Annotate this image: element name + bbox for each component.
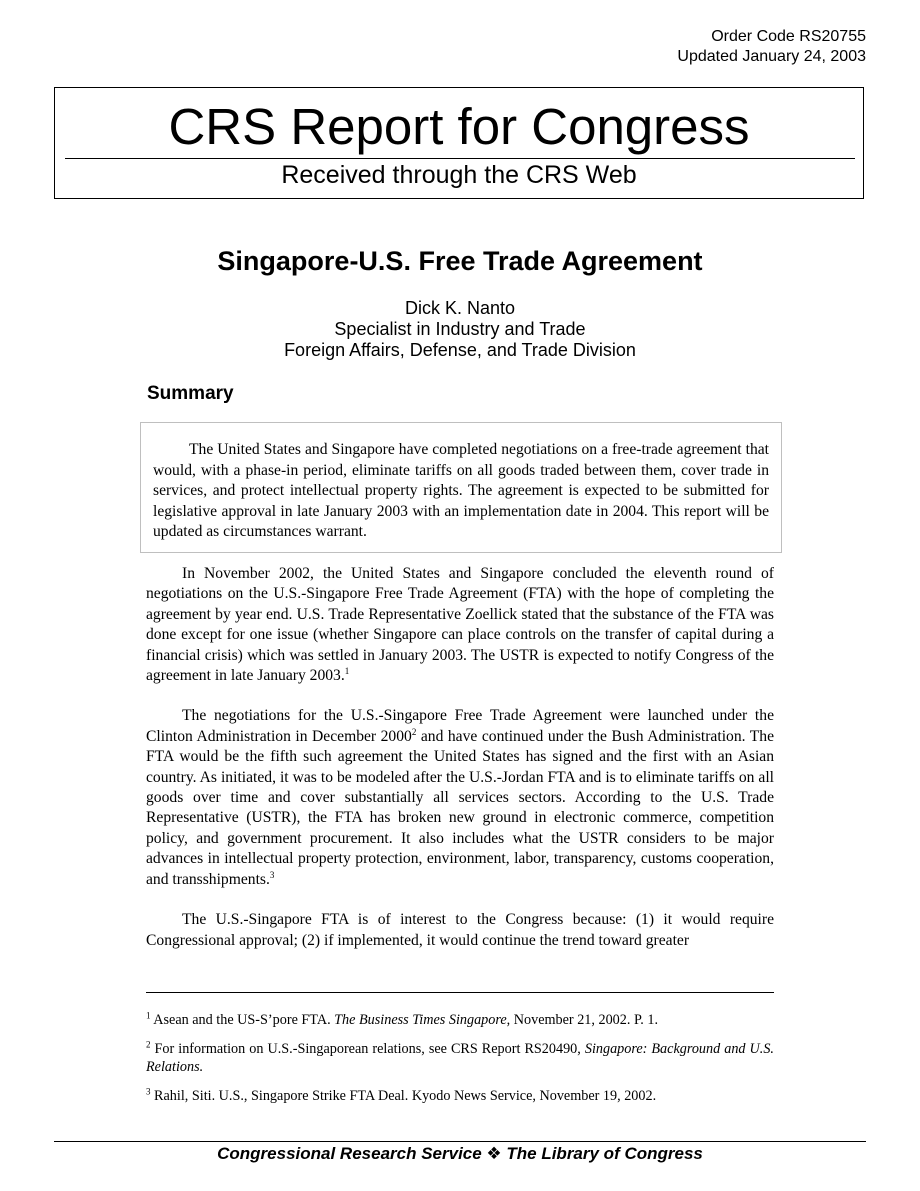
footnote-ref-2: 2 (411, 726, 417, 737)
footnote-source-title: The Business Times Singapore (334, 1012, 507, 1028)
summary-heading: Summary (147, 383, 234, 404)
summary-text: The United States and Singapore have completed negotiations on a free-trade agreement that would, with a phase-in period, eliminate tariffs on all goods traded between them, cover trade in services, and protect intellectual property rights. The agreement is expected to be submitted for legislative approval in late January 2003 with an implementation date in 2004. This report will be updated as circumstances warrant. (153, 441, 769, 541)
footnote-3 (146, 1087, 774, 1106)
footnote-1 (146, 1011, 774, 1030)
page-footer: Congressional Research Service ❖ The Library of Congress (217, 1144, 703, 1163)
footnote-number: 2 (146, 1038, 151, 1049)
footnote-source-title: Singapore: Background and U.S. Relations. (146, 1040, 774, 1076)
body-text (146, 564, 774, 971)
summary-box (140, 422, 782, 553)
footnote-text: Rahil, Siti. U.S., Singapore Strike FTA Deal. Kyodo News Service, November 19, 2002. (150, 1087, 657, 1104)
footnote-text: Asean and the US-S’pore FTA. (150, 1012, 335, 1028)
footnote-text: For information on U.S.-Singaporean relations, see CRS Report RS20490, (150, 1040, 585, 1057)
author-division: Foreign Affairs, Defense, and Trade Division (284, 340, 636, 360)
footnote-2 (146, 1040, 774, 1077)
crs-banner (54, 87, 864, 199)
footnote-divider (146, 992, 774, 993)
paragraph-2-text-a: The negotiations for the U.S.-Singapore Free Trade Agreement were launched under the Clinton Administration in December 2000 (146, 707, 774, 745)
footnote-text-end: , November 21, 2002. P. 1. (506, 1012, 658, 1028)
footnote-ref-1: 1 (344, 665, 350, 676)
footnote-ref-3: 3 (269, 869, 275, 880)
order-info (677, 27, 866, 67)
paragraph-1-text: In November 2002, the United States and Singapore concluded the eleventh round of negotiations on the U.S.-Singapore Free Trade Agreement (FTA) with the hope of completing the agreement by year end. U.S. Trade Representative Zoellick stated that the substance of the FTA was done except for one issue (whether Singapore can place controls on the transfer of capital during a financial crisis) which was settled in January 2003. The USTR is expected to notify Congress of the agreement in late January 2003. (146, 565, 774, 685)
banner-title: CRS Report for Congress (168, 98, 750, 155)
footnote-number: 3 (146, 1086, 151, 1097)
report-title: Singapore-U.S. Free Trade Agreement (217, 246, 703, 276)
author-name: Dick K. Nanto (404, 298, 516, 318)
page-footer-divider (54, 1141, 866, 1142)
body-paragraph-2 (146, 706, 774, 890)
body-paragraph-3: The U.S.-Singapore FTA is of interest to the Congress because: (1) it would require Congressional approval; (2) if implemented, it would continue the trend toward greater (146, 911, 774, 949)
order-code: Order Code RS20755 (711, 28, 866, 45)
paragraph-2-text-b: and have continued under the Bush Administration. The FTA would be the fifth such agreement the United States has signed and the first with an Asian country. As initiated, it was to be modeled after the U.S.-Jordan FTA and is to eliminate tariffs on all goods over time and cover substantially all services sectors. According to the U.S. Trade Representative (USTR), the FTA has broken new ground in electronic commerce, competition policy, and government procurement. It also includes what the USTR considers to be major advances in intellectual property protection, environment, labor, transparency, customs cooperation, and transshipments. (146, 727, 774, 888)
body-paragraph-1 (146, 564, 774, 686)
author-block (0, 298, 920, 361)
updated-date: Updated January 24, 2003 (677, 48, 866, 65)
banner-divider (65, 158, 855, 159)
banner-subtitle: Received through the CRS Web (281, 161, 637, 189)
footnote-number: 1 (146, 1010, 151, 1021)
author-position: Specialist in Industry and Trade (334, 319, 586, 339)
footnotes (146, 1011, 774, 1115)
